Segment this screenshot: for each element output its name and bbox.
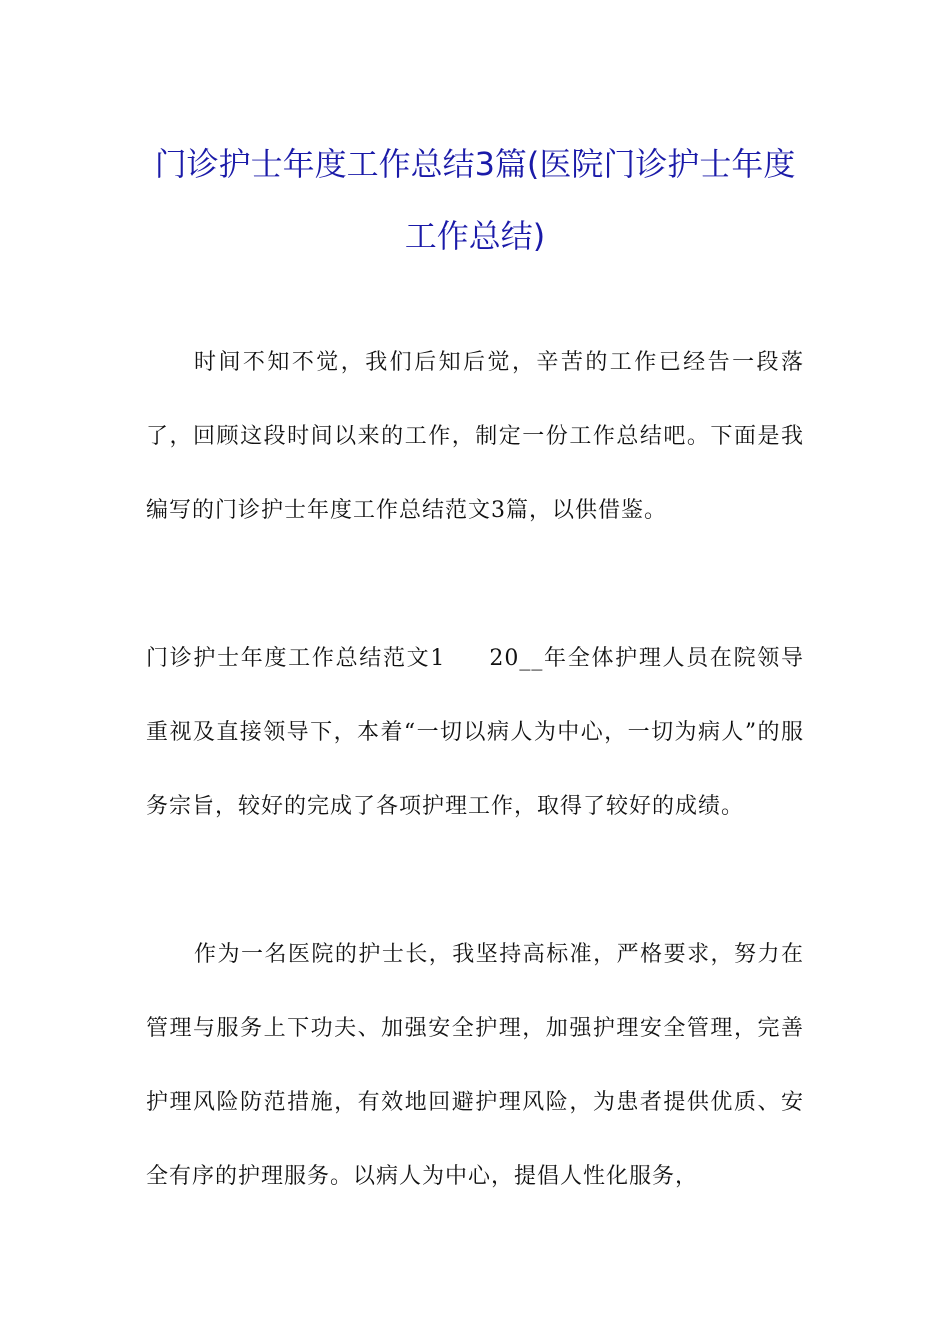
sample1-paragraph [146,622,804,844]
sample1-body: 20__年全体护理人员在院领导重视及直接领导下，本着“一切以病人为中心，一切为病人”的服务宗旨，较好的完成了各项护理工作，取得了较好的成绩。 [146,646,805,819]
intro-paragraph: 时间不知不觉，我们后知后觉，辛苦的工作已经告一段落了，回顾这段时间以来的工作，制定一份工作总结吧。下面是我编写的门诊护士年度工作总结范文3篇，以供借鉴。 [146,350,804,523]
sample1-paragraph-2: 作为一名医院的护士长，我坚持高标准，严格要求，努力在管理与服务上下功夫、加强安全护理，加强护理安全管理，完善护理风险防范措施，有效地回避护理风险，为患者提供优质、安全有序的护理服务。以病人为中心，提倡人性化服务， [146,942,804,1189]
document-title: 门诊护士年度工作总结3篇(医院门诊护士年度工作总结) [154,145,796,255]
sample1-heading: 门诊护士年度工作总结范文1 [146,646,446,671]
